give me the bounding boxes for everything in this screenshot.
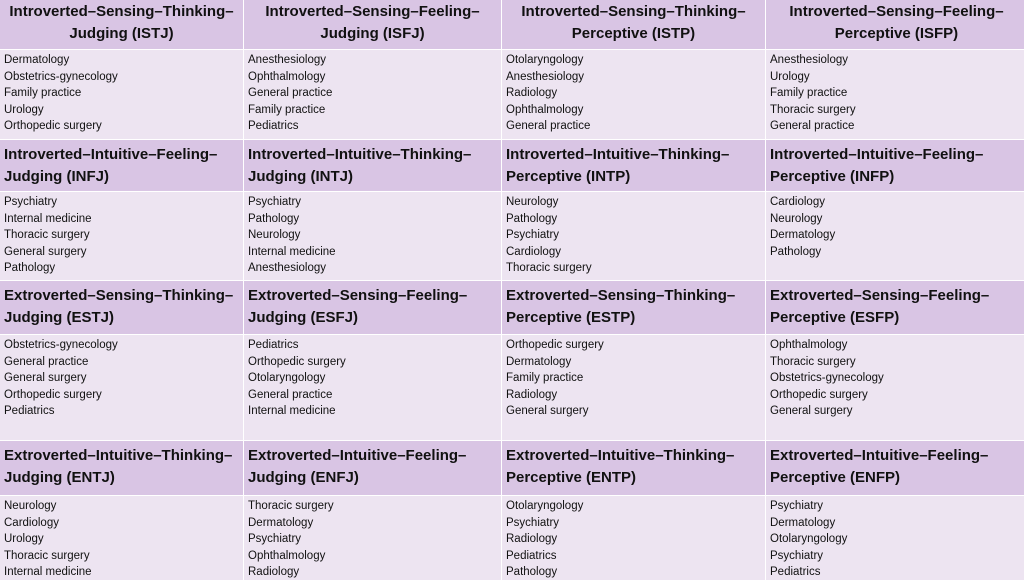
specialty-item: Psychiatry [770,500,824,512]
specialty-item: Cardiology [4,516,59,529]
specialty-list-infj [0,192,243,280]
type-header-esfj: Extroverted–Sensing–Feeling–Judging (ESFJ) [244,281,501,334]
type-header-istj: Introverted–Sensing–Thinking–Judging (ISTJ) [0,0,243,49]
specialty-list-istp [502,50,765,139]
specialty-item: Anesthesiology [248,54,326,66]
specialty-item: Urology [4,103,44,116]
specialty-item: Otolaryngology [770,533,848,545]
specialty-item: Thoracic surgery [4,229,90,241]
specialty-item: Anesthesiology [506,70,584,83]
specialty-item: Obstetrics-gynecology [4,339,118,351]
type-header-enfj: Extroverted–Intuitive–Feeling–Judging (ENFJ) [244,441,501,495]
type-header-intj: Introverted–Intuitive–Thinking–Judging (INTJ) [244,140,501,191]
type-header-istp: Introverted–Sensing–Thinking–Perceptive (ISTP) [502,0,765,49]
type-header-isfj: Introverted–Sensing–Feeling–Judging (ISFJ) [244,0,501,49]
specialty-item: Ophthalmology [248,70,326,83]
specialty-list-isfj [244,50,501,139]
specialty-item: Neurology [4,500,57,512]
type-header-infp: Introverted–Intuitive–Feeling–Perceptive (INFP) [766,140,1024,191]
specialty-item: Neurology [506,196,559,208]
specialty-item: Cardiology [770,196,825,208]
type-header-intp: Introverted–Intuitive–Thinking–Perceptive (INTP) [502,140,765,191]
specialty-item: Radiology [506,388,558,401]
specialty-item: General surgery [4,372,87,384]
specialty-item: Thoracic surgery [770,103,856,116]
specialty-item: Pediatrics [248,120,299,132]
specialty-item: Psychiatry [4,196,58,208]
specialty-item: Dermatology [506,355,572,368]
specialty-item: Cardiology [506,245,561,258]
specialty-item: Thoracic surgery [4,549,90,562]
specialty-item: Dermatology [770,229,836,241]
type-header-entp: Extroverted–Intuitive–Thinking–Perceptive (ENTP) [502,441,765,495]
specialty-item: Anesthesiology [770,54,848,66]
specialty-list-estj [0,335,243,440]
specialty-list-isfp [766,50,1024,139]
specialty-list-intj [244,192,501,280]
specialty-item: General practice [770,120,855,132]
type-header-estp: Extroverted–Sensing–Thinking–Perceptive (ESTP) [502,281,765,334]
specialty-item: Pathology [248,212,300,225]
specialty-item: Thoracic surgery [506,262,592,274]
specialty-item: Pathology [770,245,822,258]
specialty-item: General surgery [770,405,853,417]
specialty-item: General practice [506,120,591,132]
specialty-item: Otolaryngology [506,500,584,512]
specialty-item: Psychiatry [248,196,302,208]
specialty-item: Neurology [770,212,823,225]
specialty-item: Anesthesiology [248,262,326,274]
specialty-list-entp [502,496,765,580]
specialty-item: Orthopedic surgery [506,339,604,351]
specialty-item: Pediatrics [770,566,821,578]
specialty-list-istj [0,50,243,139]
specialty-item: Family practice [4,87,82,99]
specialty-item: Urology [4,533,44,545]
specialty-item: Internal medicine [248,245,336,258]
specialty-item: Psychiatry [506,229,560,241]
specialty-item: Thoracic surgery [770,355,856,368]
specialty-item: Orthopedic surgery [4,388,102,401]
specialty-item: Obstetrics-gynecology [770,372,884,384]
specialty-item: Radiology [506,87,558,99]
specialty-item: Neurology [248,229,301,241]
specialty-item: Family practice [770,87,848,99]
specialty-item: Psychiatry [506,516,560,529]
specialty-item: Dermatology [4,54,70,66]
specialty-item: Dermatology [248,516,314,529]
specialty-item: Family practice [506,372,584,384]
specialty-item: Ophthalmology [770,339,848,351]
specialty-item: Thoracic surgery [248,500,334,512]
specialty-item: General practice [248,388,333,401]
specialty-item: Pathology [506,212,558,225]
specialty-item: Psychiatry [770,549,824,562]
specialty-item: Family practice [248,103,326,116]
specialty-item: Radiology [506,533,558,545]
specialty-item: Pathology [4,262,56,274]
specialty-item: Otolaryngology [248,372,326,384]
specialty-list-esfj [244,335,501,440]
specialty-item: General practice [4,355,89,368]
specialty-item: General surgery [4,245,87,258]
specialty-item: Orthopedic surgery [770,388,868,401]
type-header-estj: Extroverted–Sensing–Thinking–Judging (ESTJ) [0,281,243,334]
specialty-list-intp [502,192,765,280]
specialty-item: Psychiatry [248,533,302,545]
specialty-item: Orthopedic surgery [248,355,346,368]
specialty-list-estp [502,335,765,440]
specialty-item: Ophthalmology [248,549,326,562]
specialty-item: Pathology [506,566,558,578]
specialty-list-entj [0,496,243,580]
type-header-enfp: Extroverted–Intuitive–Feeling–Perceptive (ENFP) [766,441,1024,495]
specialty-item: Pediatrics [248,339,299,351]
type-header-infj: Introverted–Intuitive–Feeling–Judging (INFJ) [0,140,243,191]
specialty-list-enfj [244,496,501,580]
specialty-item: Internal medicine [248,405,336,417]
specialty-item: Orthopedic surgery [4,120,102,132]
specialty-item: Pediatrics [506,549,557,562]
type-header-entj: Extroverted–Intuitive–Thinking–Judging (ENTJ) [0,441,243,495]
specialty-item: Radiology [248,566,300,578]
specialty-item: Dermatology [770,516,836,529]
specialty-item: Pediatrics [4,405,55,417]
specialty-list-esfp [766,335,1024,440]
specialty-item: Internal medicine [4,566,92,578]
specialty-item: Otolaryngology [506,54,584,66]
specialty-list-enfp [766,496,1024,580]
specialty-item: Urology [770,70,810,83]
specialty-item: Ophthalmology [506,103,584,116]
specialty-item: General surgery [506,405,589,417]
type-header-esfp: Extroverted–Sensing–Feeling–Perceptive (ESFP) [766,281,1024,334]
specialty-item: Internal medicine [4,212,92,225]
type-header-isfp: Introverted–Sensing–Feeling–Perceptive (ISFP) [766,0,1024,49]
specialty-list-infp [766,192,1024,280]
specialty-item: General practice [248,87,333,99]
specialty-item: Obstetrics-gynecology [4,70,118,83]
